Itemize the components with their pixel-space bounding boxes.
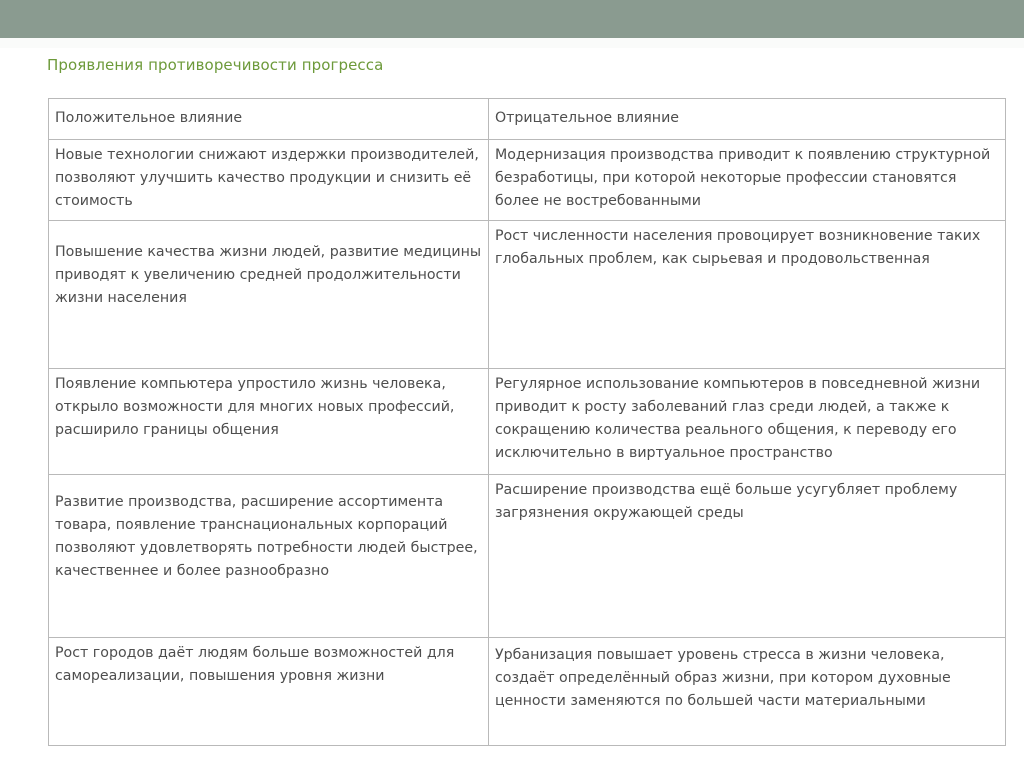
top-divider xyxy=(0,38,1024,48)
table-row xyxy=(49,475,1006,638)
table-row xyxy=(49,638,1006,746)
top-bar xyxy=(0,0,1024,38)
cell-negative: Модернизация производства приводит к появлению структурной безработицы, при которой некоторые профессии становятся более не востребованными xyxy=(489,140,1006,221)
table-header-row xyxy=(49,99,1006,140)
cell-negative: Урбанизация повышает уровень стресса в жизни человека, создаёт определённый образ жизни, при котором духовные ценности заменяются по большей части материальными xyxy=(489,638,1006,746)
cell-positive: Новые технологии снижают издержки производителей, позволяют улучшить качество продукции и снизить её стоимость xyxy=(49,140,489,221)
table-row xyxy=(49,221,1006,369)
table-row xyxy=(49,140,1006,221)
cell-positive: Развитие производства, расширение ассортимента товара, появление транснациональных корпораций позволяют удовлетворять потребности людей быстрее, качественнее и более разнообразно xyxy=(49,475,489,638)
cell-negative: Расширение производства ещё больше усугубляет проблему загрязнения окружающей среды xyxy=(489,475,1006,638)
cell-negative: Рост численности населения провоцирует возникновение таких глобальных проблем, как сырьевая и продовольственная xyxy=(489,221,1006,369)
cell-positive: Рост городов даёт людям больше возможностей для самореализации, повышения уровня жизни xyxy=(49,638,489,746)
comparison-table xyxy=(48,98,1006,746)
cell-positive: Появление компьютера упростило жизнь человека, открыло возможности для многих новых профессий, расширило границы общения xyxy=(49,369,489,475)
column-header-positive: Положительное влияние xyxy=(49,99,489,140)
page-title: Проявления противоречивости прогресса xyxy=(47,56,384,74)
cell-negative: Регулярное использование компьютеров в повседневной жизни приводит к росту заболеваний глаз среди людей, а также к сокращению количества реального общения, к переводу его исключительно в виртуальное пространство xyxy=(489,369,1006,475)
column-header-negative: Отрицательное влияние xyxy=(489,99,1006,140)
cell-positive: Повышение качества жизни людей, развитие медицины приводят к увеличению средней продолжительности жизни населения xyxy=(49,221,489,369)
table-row xyxy=(49,369,1006,475)
